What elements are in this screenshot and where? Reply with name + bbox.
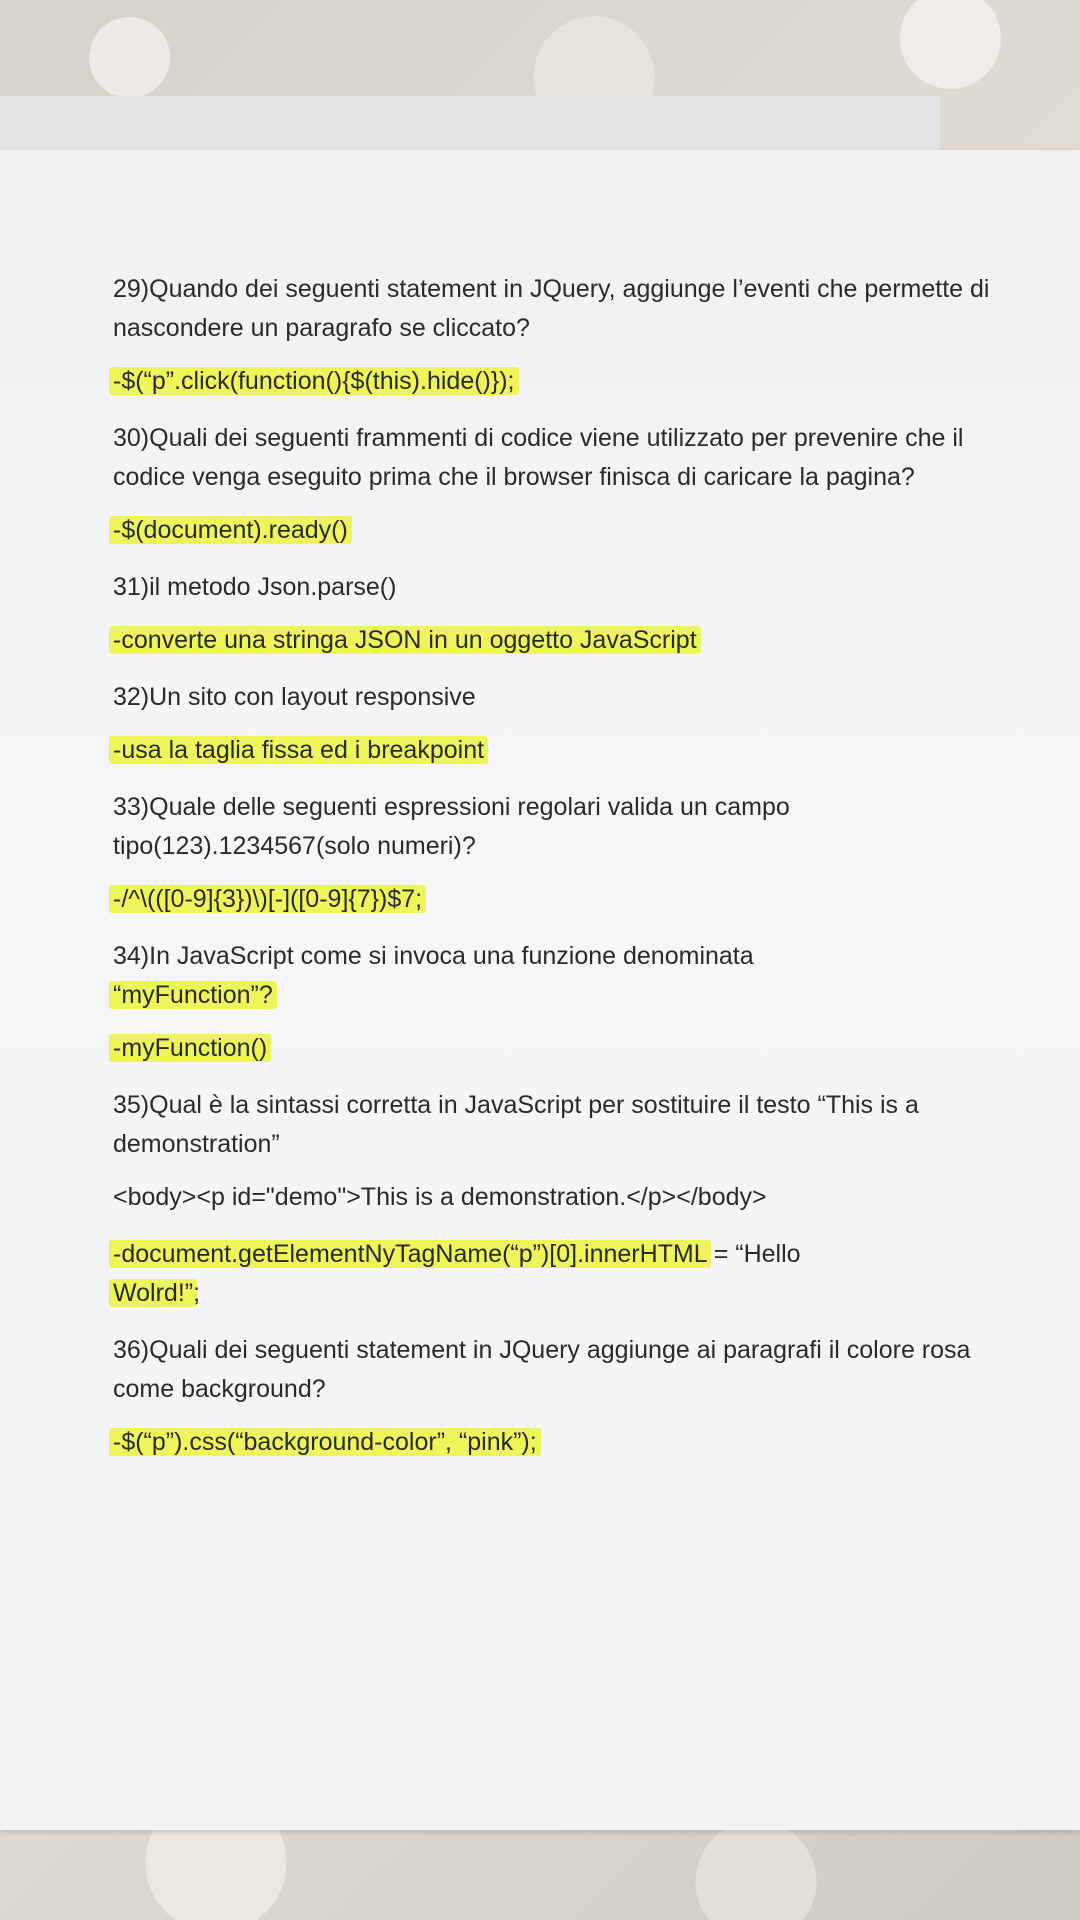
question-34-line1: 34)In JavaScript come si invoca una funzione denominata	[113, 942, 754, 970]
highlighted-answer: -/^\(([0-9]{3})\)[-]([0-9]{7})$7;	[113, 885, 423, 913]
answer-33	[113, 880, 1013, 919]
question-36: 36)Quali dei seguenti statement in JQuery aggiunge ai paragrafi il colore rosa come background?	[113, 1336, 971, 1403]
question-34-line2	[113, 976, 1013, 1015]
answer-35-rest: = “Hello	[706, 1240, 801, 1268]
answer-36	[113, 1423, 1013, 1462]
question-32: 32)Un sito con layout responsive	[113, 683, 476, 711]
highlighted-answer: -$(“p”.click(function(){$(this).hide()});	[113, 367, 515, 395]
quiz-content	[113, 270, 1013, 1480]
answer-35-line2	[113, 1274, 1013, 1313]
highlighted-answer: -$(document).ready()	[113, 516, 348, 544]
highlighted-answer: -$(“p”).css(“background-color”, “pink”);	[113, 1428, 537, 1456]
answer-35	[113, 1235, 1013, 1313]
question-35: 35)Qual è la sintassi corretta in JavaScript per sostituire il testo “This is a demonstration”	[113, 1091, 919, 1158]
answer-31	[113, 621, 1013, 660]
question-31: 31)il metodo Json.parse()	[113, 573, 397, 601]
answer-30	[113, 511, 1013, 550]
question-33: 33)Quale delle seguenti espressioni regolari valida un campo tipo(123).1234567(solo numeri)?	[113, 793, 790, 860]
question-30: 30)Quali dei seguenti frammenti di codice viene utilizzato per prevenire che il codice venga eseguito prima che il browser finisca di caricare la pagina?	[113, 424, 964, 491]
highlighted-answer: -document.getElementNyTagName(“p”)[0].innerHTML	[113, 1240, 707, 1268]
answer-29	[113, 362, 1013, 401]
highlighted-answer: -usa la taglia fissa ed i breakpoint	[113, 736, 485, 764]
highlighted-answer-cont: Wolrd!”	[113, 1279, 194, 1307]
highlighted-function-name: “myFunction”?	[113, 981, 273, 1009]
answer-32	[113, 731, 1013, 770]
question-29: 29)Quando dei seguenti statement in JQuery, aggiunge l’eventi che permette di nascondere un paragrafo se cliccato?	[113, 275, 990, 342]
highlighted-answer: -converte una stringa JSON in un oggetto JavaScript	[113, 626, 697, 654]
answer-34	[113, 1029, 1013, 1068]
question-34	[113, 937, 1013, 1015]
code-snippet-35: <body><p id="demo">This is a demonstration.</p></body>	[113, 1183, 767, 1211]
answer-35-line1	[113, 1235, 1013, 1274]
answer-35-tail: ;	[193, 1279, 201, 1307]
highlighted-answer: -myFunction()	[113, 1034, 268, 1062]
